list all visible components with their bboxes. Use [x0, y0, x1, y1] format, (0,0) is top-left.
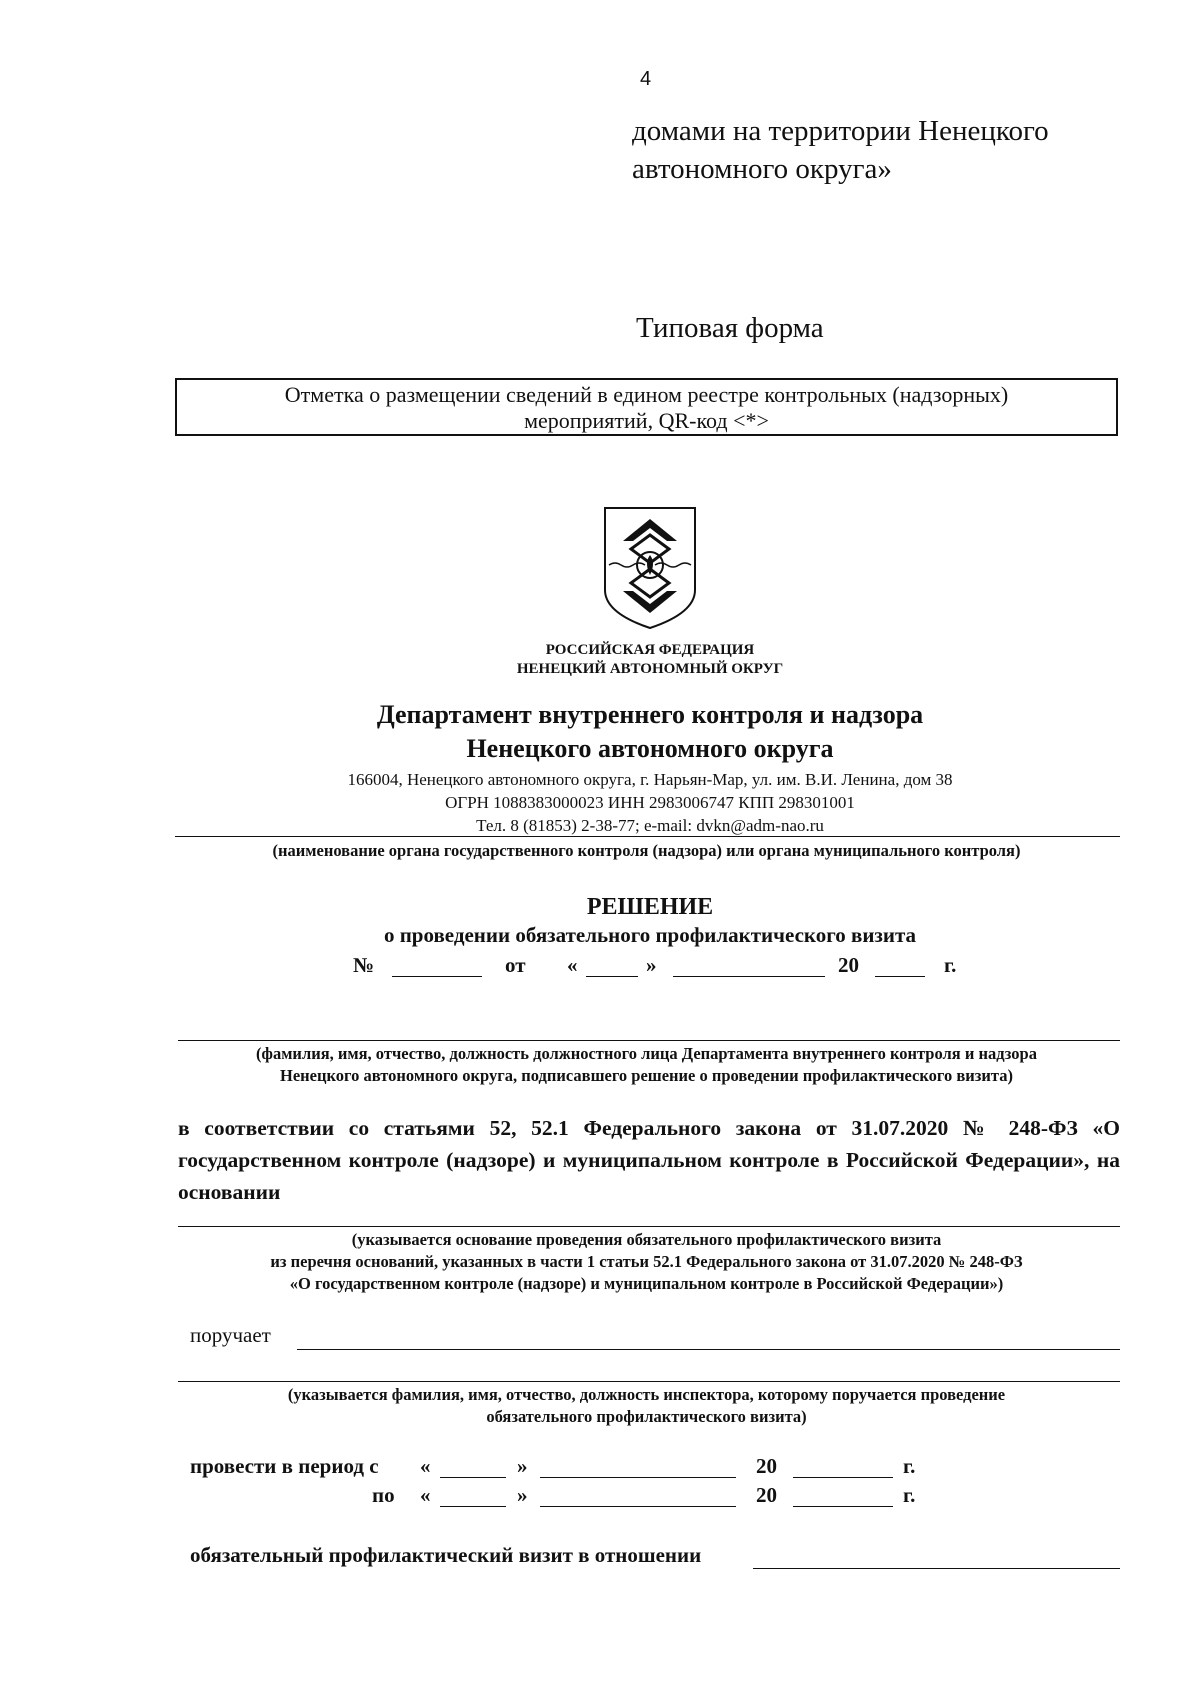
- legal-basis-text: в соответствии со статьями 52, 52.1 Федерального закона от 31.07.2020 № 248-ФЗ «О государственном контроле (надзоре) и муниципальном контроле в Российской Федерации», на основании: [178, 1116, 1120, 1204]
- decision-title: РЕШЕНИЕ: [586, 894, 714, 920]
- authority-caption: (наименование органа государственного контроля (надзора) или органа муниципального контроля): [272, 841, 1021, 860]
- department-title-line-1: Департамент внутреннего контроля и надзора: [376, 700, 924, 729]
- period-from-day-field[interactable]: [440, 1459, 506, 1478]
- visit-target-field[interactable]: [753, 1568, 1120, 1569]
- legal-basis-caption-line-3: «О государственном контроле (надзоре) и муниципальном контроле в Российской Федерации»): [289, 1274, 1004, 1293]
- period-to-open-quote: «: [420, 1483, 431, 1507]
- period-to-year-prefix: 20: [756, 1483, 777, 1507]
- registry-box-line-1: Отметка о размещении сведений в едином реестре контрольных (надзорных): [284, 382, 1009, 407]
- official-caption-line-1: (фамилия, имя, отчество, должность должностного лица Департамента внутреннего контроля и надзора: [256, 1044, 1037, 1063]
- visit-target-label: обязательный профилактический визит в отношении: [190, 1543, 702, 1567]
- decision-from-label: от: [505, 953, 526, 977]
- registry-box-line-2: мероприятий, QR-код <*>: [524, 408, 769, 433]
- period-to-day-field[interactable]: [440, 1488, 506, 1507]
- approval-reference: [632, 112, 1049, 188]
- decision-close-quote: »: [646, 953, 657, 977]
- approval-line-2: автономного округа»: [632, 153, 892, 185]
- assignment-inline-field[interactable]: [297, 1349, 1120, 1350]
- department-registration: ОГРН 1088383000023 ИНН 2983006747 КПП 298301001: [445, 793, 855, 812]
- legal-basis-caption-line-2: из перечня оснований, указанных в части 1 статьи 52.1 Федерального закона от 31.07.2020 № 248-ФЗ: [270, 1252, 1023, 1271]
- divider-line: [175, 836, 1120, 837]
- period-to-close-quote: »: [517, 1483, 528, 1507]
- page-number: 4: [640, 68, 652, 90]
- period-from-year-field[interactable]: [793, 1459, 893, 1478]
- period-from-year-prefix: 20: [756, 1454, 777, 1478]
- country-name: РОССИЙСКАЯ ФЕДЕРАЦИЯ: [545, 642, 755, 658]
- assignment-label: поручает: [190, 1323, 271, 1347]
- decision-year-suffix: г.: [944, 953, 957, 977]
- official-name-field[interactable]: [178, 1040, 1120, 1041]
- department-contacts: Тел. 8 (81853) 2-38-77; e-mail: dvkn@adm-nao.ru: [476, 816, 824, 835]
- period-from-month-field[interactable]: [540, 1459, 736, 1478]
- assignment-caption-line-1: (указывается фамилия, имя, отчество, должность инспектора, которому поручается проведение: [287, 1385, 1006, 1404]
- period-from-open-quote: «: [420, 1454, 431, 1478]
- department-address: 166004, Ненецкого автономного округа, г. Нарьян-Мар, ул. им. В.И. Ленина, дом 38: [347, 770, 953, 789]
- period-to-year-suffix: г.: [903, 1483, 916, 1507]
- period-from-label: провести в период с: [190, 1454, 379, 1478]
- period-to-month-field[interactable]: [540, 1488, 736, 1507]
- decision-year-prefix: 20: [838, 953, 859, 977]
- decision-number-label: №: [353, 953, 375, 977]
- period-from-year-suffix: г.: [903, 1454, 916, 1478]
- legal-basis-caption: [175, 1229, 1118, 1295]
- form-type-label: Типовая форма: [636, 312, 824, 344]
- decision-subtitle: о проведении обязательного профилактического визита: [383, 923, 917, 947]
- coat-of-arms-icon: [601, 505, 699, 630]
- registry-qr-box: [175, 378, 1118, 436]
- official-caption: [175, 1043, 1118, 1087]
- decision-day-field[interactable]: [586, 958, 638, 977]
- approval-line-1: домами на территории Ненецкого: [632, 115, 1049, 147]
- period-to-year-field[interactable]: [793, 1488, 893, 1507]
- assignment-caption: [175, 1384, 1118, 1428]
- legal-basis-caption-line-1: (указывается основание проведения обязательного профилактического визита: [351, 1230, 942, 1249]
- official-caption-line-2: Ненецкого автономного округа, подписавшего решение о проведении профилактического визита): [280, 1066, 1013, 1085]
- region-name: НЕНЕЦКИЙ АВТОНОМНЫЙ ОКРУГ: [516, 661, 784, 677]
- legal-basis-field[interactable]: [178, 1226, 1120, 1227]
- department-title-line-2: Ненецкого автономного округа: [466, 734, 834, 763]
- decision-number-field[interactable]: [392, 958, 482, 977]
- period-to-label: по: [372, 1483, 395, 1507]
- decision-year-field[interactable]: [875, 958, 925, 977]
- inspector-name-field[interactable]: [178, 1381, 1120, 1382]
- assignment-caption-line-2: обязательного профилактического визита): [486, 1407, 807, 1426]
- decision-open-quote: «: [567, 953, 578, 977]
- decision-month-field[interactable]: [673, 958, 825, 977]
- period-from-close-quote: »: [517, 1454, 528, 1478]
